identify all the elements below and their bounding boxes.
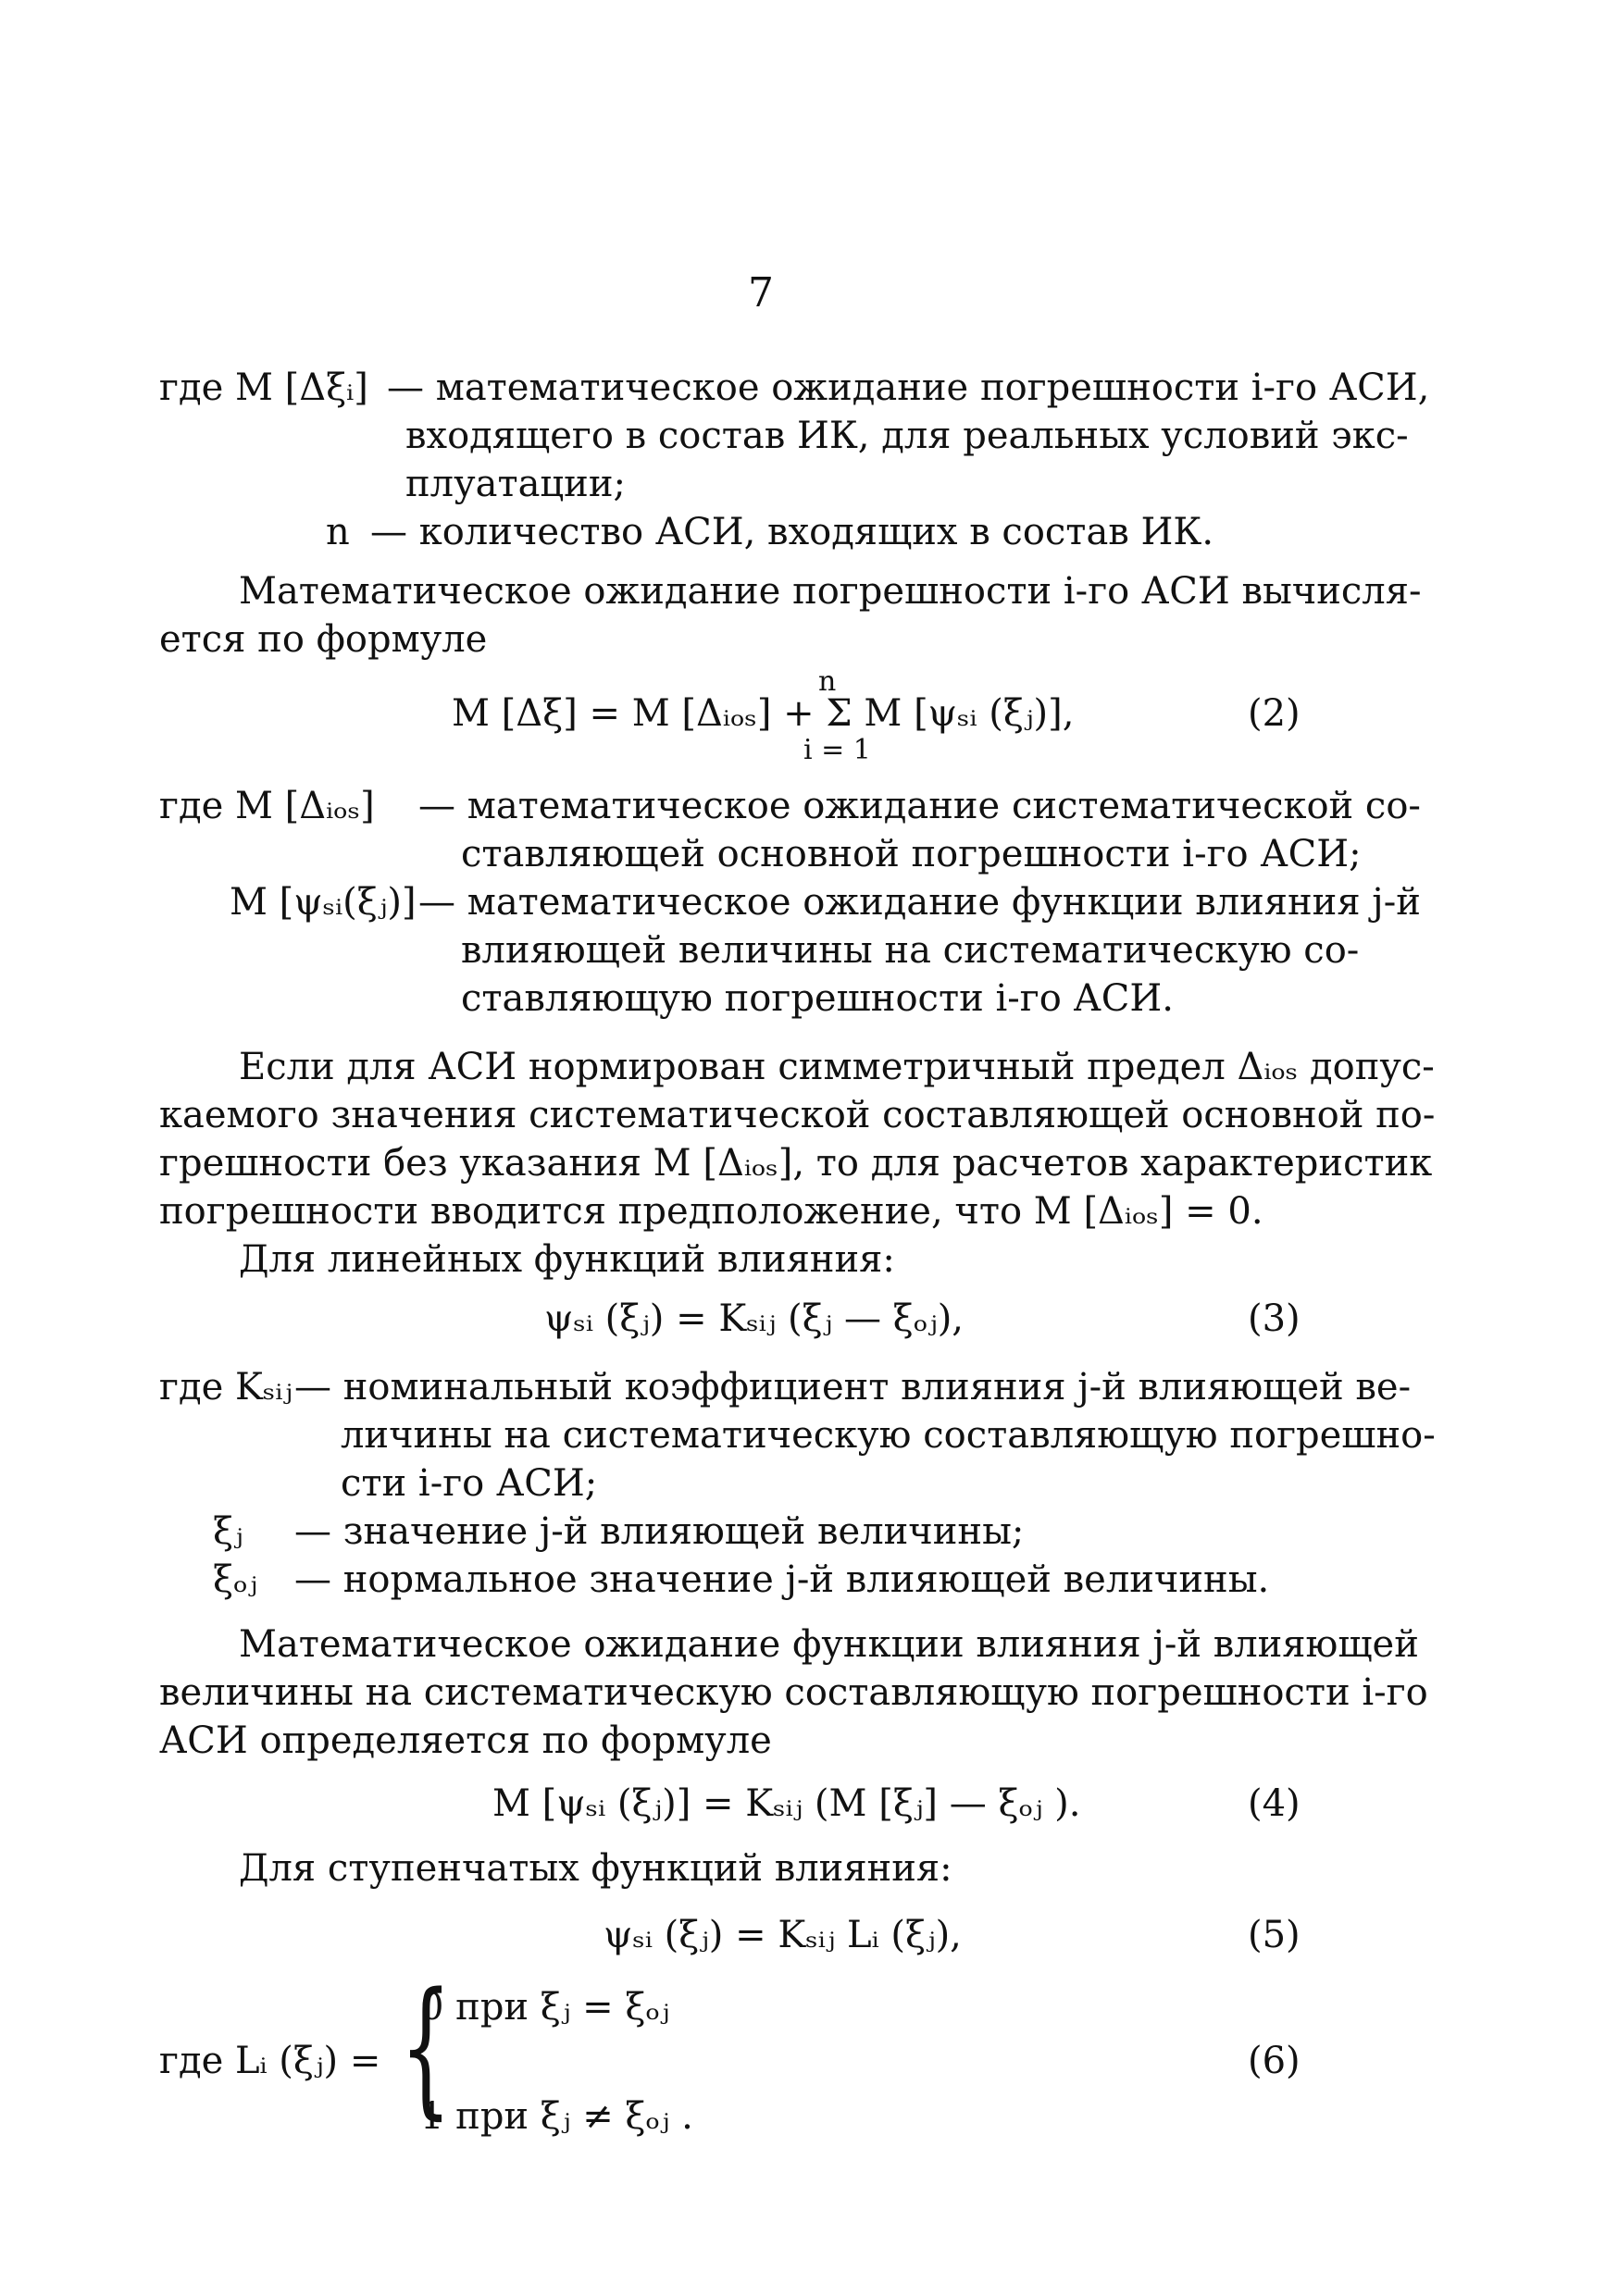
eq2-formula: M [Δξ] = M [Δᵢₒₛ] + Σ M [ψₛᵢ (ξⱼ)], bbox=[452, 692, 1075, 735]
def2-desc2-line3: ставляющую погрешности i-го АСИ. bbox=[461, 977, 1174, 1020]
eq4-formula: M [ψₛᵢ (ξⱼ)] = Kₛᵢⱼ (M [ξⱼ] — ξₒⱼ ). bbox=[492, 1782, 1081, 1825]
para3-line3: АСИ определяется по формуле bbox=[159, 1719, 772, 1762]
def3-term1: где Kₛᵢⱼ bbox=[159, 1366, 292, 1409]
def3-term3: ξₒⱼ bbox=[213, 1558, 258, 1601]
def1-desc1-line3: плуатации; bbox=[405, 463, 626, 505]
def1-desc1-line2: входящего в состав ИК, для реальных условий экс- bbox=[405, 415, 1409, 457]
def3-desc3: — нормальное значение j-й влияющей величины. bbox=[294, 1558, 1270, 1601]
def3-desc1-line3: сти i-го АСИ; bbox=[341, 1462, 598, 1505]
para4-line1: Для ступенчатых функций влияния: bbox=[239, 1847, 952, 1890]
para2-line2: каемого значения систематической составляющей основной по- bbox=[159, 1094, 1436, 1136]
def2-desc1-line1: — математическое ожидание систематической со- bbox=[418, 785, 1421, 827]
eq2-sum-upper: n bbox=[818, 665, 837, 698]
def2-desc2-line2: влияющей величины на систематическую со- bbox=[461, 929, 1360, 972]
para1-line2: ется по формуле bbox=[159, 618, 488, 661]
para2-line3: грешности без указания M [Δᵢₒₛ], то для расчетов характеристик bbox=[159, 1142, 1433, 1185]
eq6-brace: { bbox=[400, 1960, 452, 2133]
def1-desc1-line1: — математическое ожидание погрешности i-го АСИ, bbox=[387, 366, 1430, 409]
def3-desc1-line2: личины на систематическую составляющую погрешно- bbox=[341, 1414, 1436, 1457]
def2-term2: M [ψₛᵢ(ξⱼ)] bbox=[230, 881, 417, 924]
eq6-number: (6) bbox=[1248, 2040, 1301, 2082]
def2-desc1-line2: ставляющей основной погрешности i-го АСИ; bbox=[461, 833, 1362, 875]
eq4-number: (4) bbox=[1248, 1782, 1301, 1825]
eq3-formula: ψₛᵢ (ξⱼ) = Kₛᵢⱼ (ξⱼ — ξₒⱼ), bbox=[544, 1297, 965, 1340]
para1-line1: Математическое ожидание погрешности i-го АСИ вычисля- bbox=[239, 570, 1422, 613]
def3-desc1-line1: — номинальный коэффициент влияния j-й влияющей ве- bbox=[294, 1366, 1412, 1409]
para3-line1: Математическое ожидание функции влияния j-й влияющей bbox=[239, 1623, 1419, 1666]
para2-line4: погрешности вводится предположение, что M [Δᵢₒₛ] = 0. bbox=[159, 1190, 1263, 1233]
def2-desc2-line1: — математическое ожидание функции влияния j-й bbox=[418, 881, 1421, 924]
def2-term1: где M [Δᵢₒₛ] bbox=[159, 785, 375, 827]
eq3-number: (3) bbox=[1248, 1297, 1301, 1340]
eq5-number: (5) bbox=[1248, 1914, 1301, 1956]
def3-desc2: — значение j-й влияющей величины; bbox=[294, 1510, 1025, 1553]
page-number: 7 bbox=[748, 269, 774, 316]
eq2-number: (2) bbox=[1248, 692, 1301, 735]
eq6-case1: 0 при ξⱼ = ξₒⱼ bbox=[420, 1986, 670, 2029]
def1-term1: где M [Δξᵢ] bbox=[159, 366, 368, 409]
eq6-case2: 1 при ξⱼ ≠ ξₒⱼ . bbox=[420, 2095, 693, 2138]
eq6-lhs: где Lᵢ (ξⱼ) = bbox=[159, 2040, 381, 2082]
eq5-formula: ψₛᵢ (ξⱼ) = Kₛᵢⱼ Lᵢ (ξⱼ), bbox=[604, 1914, 962, 1956]
eq2-sum-lower: i = 1 bbox=[803, 734, 871, 766]
def1-term2: n bbox=[326, 511, 350, 553]
para3-line2: величины на систематическую составляющую погрешности i-го bbox=[159, 1671, 1428, 1714]
para2-line5: Для линейных функций влияния: bbox=[239, 1238, 895, 1281]
def1-desc2: — количество АСИ, входящих в состав ИК. bbox=[370, 511, 1214, 553]
para2-line1: Если для АСИ нормирован симметричный предел Δᵢₒₛ допус- bbox=[239, 1046, 1435, 1088]
def3-term2: ξⱼ bbox=[213, 1510, 243, 1553]
